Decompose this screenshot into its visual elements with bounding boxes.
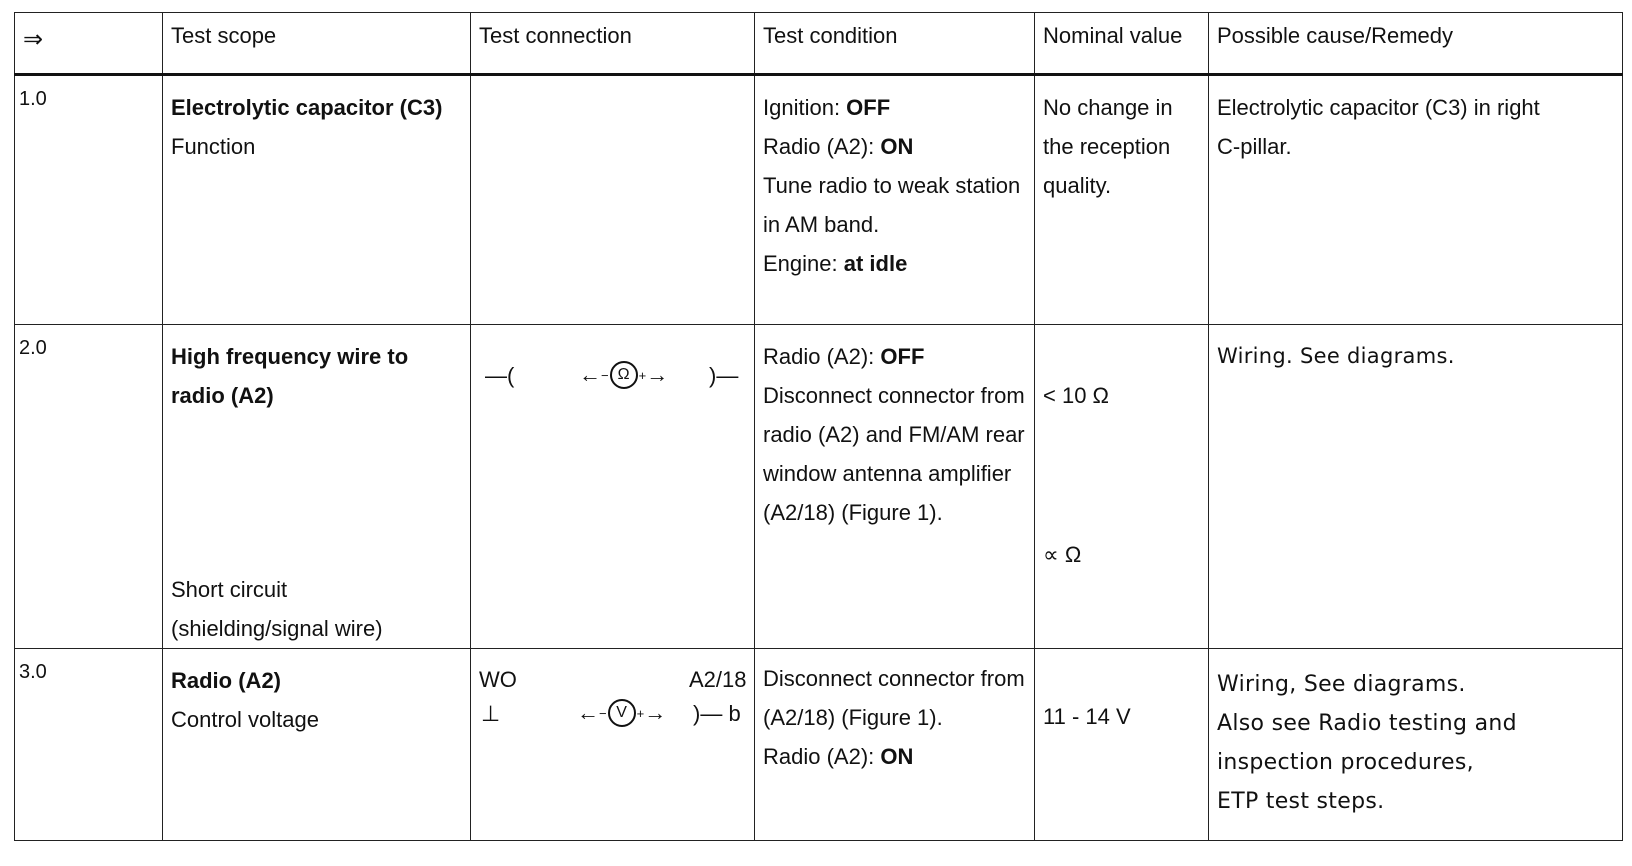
- nominal-resistance-infinite: ∝ Ω: [1043, 542, 1082, 567]
- header-arrow: ⇒: [15, 13, 163, 75]
- connector-wo-label: WO: [479, 667, 517, 692]
- header-test-condition: Test condition: [755, 13, 1035, 75]
- nominal-value-cell: No change in the reception quality.: [1035, 75, 1209, 325]
- remedy-cell: Electrolytic capacitor (C3) in right C-pillar.: [1209, 75, 1623, 325]
- test-scope-cell: [163, 649, 471, 841]
- scope-title: radio (A2): [171, 383, 274, 408]
- connector-right-symbol: )—: [709, 363, 739, 388]
- table-row: [15, 75, 1623, 325]
- connector-b-pin-label: )— b: [693, 701, 741, 726]
- condition-line: Ignition: OFF: [763, 95, 891, 120]
- step-number: 1.0: [15, 75, 163, 325]
- remedy-cell: Wiring. See diagrams.: [1209, 325, 1623, 649]
- scope-subtitle: Control voltage: [171, 707, 319, 732]
- test-scope-cell: [163, 75, 471, 325]
- scope-subtitle: Short circuit: [171, 577, 288, 602]
- condition-line: radio (A2) and FM/AM rear: [763, 422, 1025, 447]
- condition-line: Engine: at idle: [763, 251, 908, 276]
- test-procedure-table-sheet: [14, 12, 1622, 860]
- test-scope-cell: [163, 325, 471, 649]
- nominal-voltage: 11 - 14 V: [1043, 704, 1131, 729]
- scope-subtitle: (shielding/signal wire): [171, 616, 383, 641]
- header-row: [15, 13, 1623, 75]
- table-row: [15, 649, 1623, 841]
- step-number: 2.0: [15, 325, 163, 649]
- condition-line: Radio (A2): OFF: [763, 344, 925, 369]
- scope-title: Radio (A2): [171, 668, 281, 693]
- ground-icon: ⊥: [481, 701, 501, 726]
- condition-line: (A2/18) (Figure 1).: [763, 500, 943, 525]
- scope-subtitle: Function: [171, 134, 256, 159]
- test-procedure-table: [14, 12, 1623, 841]
- nominal-value-cell: [1035, 649, 1209, 841]
- condition-line: Tune radio to weak station: [763, 173, 1021, 198]
- test-condition-cell: [755, 325, 1035, 649]
- condition-line: (A2/18) (Figure 1).: [763, 705, 943, 730]
- header-possible-cause-remedy: Possible cause/Remedy: [1209, 13, 1623, 75]
- remedy-cell: Wiring, See diagrams. Also see Radio testing and inspection procedures, ETP test steps.: [1209, 649, 1623, 841]
- condition-line: Disconnect connector from: [763, 383, 1025, 408]
- condition-line: Disconnect connector from: [763, 666, 1025, 691]
- test-connection-cell: [471, 75, 755, 325]
- scope-title: Electrolytic capacitor (C3): [171, 95, 443, 120]
- nominal-value-cell: [1035, 325, 1209, 649]
- header-nominal-value: Nominal value: [1035, 13, 1209, 75]
- connector-left-symbol: —(: [485, 363, 515, 388]
- test-connection-cell: [471, 649, 755, 841]
- scope-title: High frequency wire to: [171, 344, 409, 369]
- voltmeter-icon: ← − V + →: [577, 700, 667, 725]
- header-test-connection: Test connection: [471, 13, 755, 75]
- condition-line: in AM band.: [763, 212, 880, 237]
- condition-line: window antenna amplifier: [763, 461, 1012, 486]
- test-condition-cell: [755, 649, 1035, 841]
- ohmmeter-icon: ← − Ω + →: [579, 362, 669, 387]
- condition-line: Radio (A2): ON: [763, 744, 914, 769]
- table-row: [15, 325, 1623, 649]
- header-test-scope: Test scope: [163, 13, 471, 75]
- condition-line: Radio (A2): ON: [763, 134, 914, 159]
- test-condition-cell: [755, 75, 1035, 325]
- step-number: 3.0: [15, 649, 163, 841]
- test-connection-cell: [471, 325, 755, 649]
- nominal-resistance-low: < 10 Ω: [1043, 383, 1109, 408]
- connector-a2-18-label: A2/18: [689, 667, 747, 692]
